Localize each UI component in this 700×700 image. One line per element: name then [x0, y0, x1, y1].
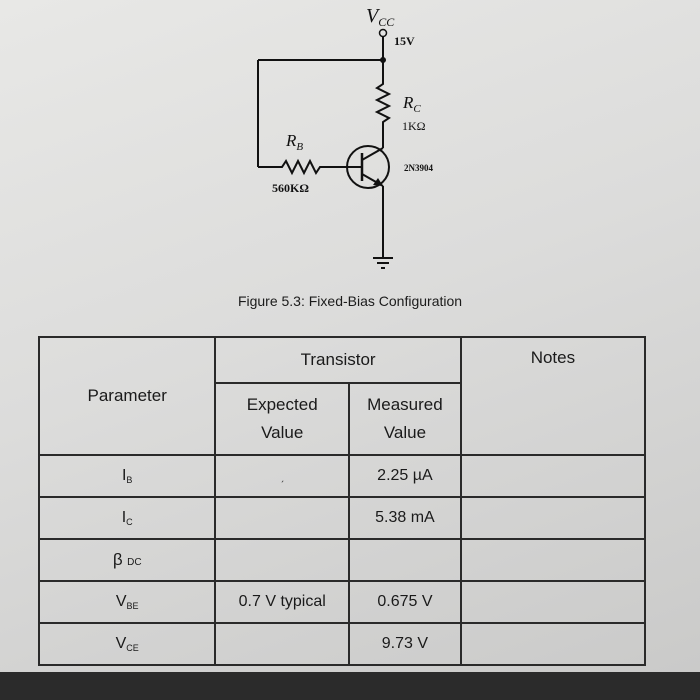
table-row	[39, 497, 645, 539]
transistor-collector	[362, 148, 383, 160]
measured-ic[interactable]: 5.38 mA	[349, 497, 461, 539]
notes-vce[interactable]	[461, 623, 645, 665]
notes-beta-dc[interactable]	[461, 539, 645, 581]
notes-vbe[interactable]	[461, 581, 645, 623]
vcc-label: $V_{CC}$	[366, 5, 395, 29]
vcc-terminal	[380, 30, 387, 37]
header-measured-value	[349, 383, 461, 455]
rb-resistor	[258, 161, 348, 173]
measured-vbe[interactable]: 0.675 V	[349, 581, 461, 623]
measured-beta-dc[interactable]	[349, 539, 461, 581]
measurement-table	[38, 336, 646, 666]
expected-beta-dc[interactable]	[215, 539, 349, 581]
rc-label: $R_C$	[403, 93, 421, 115]
measured-vce[interactable]: 9.73 V	[349, 623, 461, 665]
table-row	[39, 539, 645, 581]
rc-resistor	[377, 60, 389, 140]
header-parameter: Parameter	[39, 337, 215, 455]
photo-edge-shadow	[0, 672, 700, 700]
expected-vce[interactable]	[215, 623, 349, 665]
header-notes: Notes	[461, 337, 645, 455]
header-transistor: Transistor	[215, 337, 460, 383]
expected-vbe[interactable]: 0.7 V typical	[215, 581, 349, 623]
notes-ib[interactable]	[461, 455, 645, 497]
measured-ib[interactable]: 2.25 µA	[349, 455, 461, 497]
param-ic: $I_C$	[39, 497, 215, 539]
param-ib: $I_B$	[39, 455, 215, 497]
table-row	[39, 581, 645, 623]
transistor-model: 2N3904	[404, 163, 433, 173]
header-expected-line1: Expected	[246, 395, 318, 414]
header-expected-line2: Value	[261, 423, 304, 442]
param-vce: $V_{CE}$	[39, 623, 215, 665]
expected-ib[interactable]	[215, 455, 349, 497]
table-row	[39, 623, 645, 665]
rb-label: $R_B$	[286, 131, 304, 153]
rb-value: 560KΩ	[272, 181, 309, 195]
param-vbe: $V_{BE}$	[39, 581, 215, 623]
header-measured-line1: Measured	[367, 395, 443, 414]
ground-symbol	[373, 258, 393, 268]
fixed-bias-circuit	[0, 0, 700, 300]
stray-mark: ˏ	[280, 469, 285, 483]
param-beta-dc: β DC	[39, 539, 215, 581]
vcc-value: 15V	[394, 34, 415, 48]
expected-ic[interactable]	[215, 497, 349, 539]
figure-caption: Figure 5.3: Fixed-Bias Configuration	[237, 293, 463, 309]
header-expected-value	[215, 383, 349, 455]
rc-value: 1KΩ	[402, 119, 426, 133]
notes-ic[interactable]	[461, 497, 645, 539]
table-row	[39, 455, 645, 497]
header-measured-line2: Value	[383, 423, 427, 442]
